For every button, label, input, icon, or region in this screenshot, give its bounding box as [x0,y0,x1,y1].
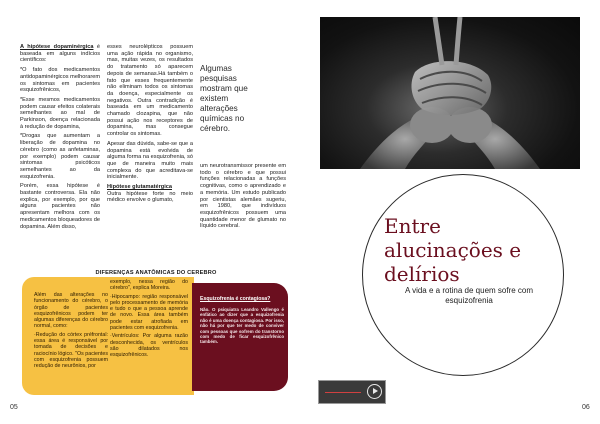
sidebar-column-2 [110,279,188,361]
subheading-dopaminergic: A hipótese dopaminérgica [20,44,94,50]
paragraph: exemplo, nessa região do cérebro", explica Moreira. [110,279,188,292]
article-column-3 [200,163,286,233]
photo-illustration [320,17,580,169]
sidebar-column-1 [34,292,108,372]
paragraph: Além das alterações no funcionamento do cérebro, o órgão de pacientes esquizofrênicos podem ter algumas diferenças do cérebro normal, como: [34,292,108,330]
paragraph: A hipótese dopaminérgica é baseada em alguns indícios científicos: [20,44,100,64]
article-headline: Entre alucinações e delírios [384,214,522,286]
pull-quote: Algumas pesquisas mostram que existem alterações químicas no cérebro. [200,64,248,133]
progress-line [325,392,361,393]
play-icon [373,388,378,394]
paragraph: ·Redução do córtex préfrontal: essa área é responsável por tomada de decisões e raciocínio lógico. "Os pacientes com esquizofrenia possuem redução de neurônios, por [34,331,108,370]
paragraph: Hipótese glutamatérgica Outra hipótese forte no meio médico envolve o glumato, [107,184,193,204]
bound-hands-rope-photo [320,17,580,169]
page-number: 05 [10,404,18,411]
play-button[interactable] [367,384,382,399]
page-number: 06 [582,404,590,411]
paragraph: *Esse mesmos medicamentos podem causar efeitos colaterais semelhantes ao mal de Parkinson, doença relacionada à redução de dopamina, [20,96,100,130]
paragraph: um neurotransmissor presente em todo o cérebro e que possui funções relacionadas a funções cognitivas, como o aprendizado e a memória. Um estudo publicado por cientistas alemães sugeriu, em 1980, que indivíduos esquizofrênicos possuem uma quantidade menor de glumato no líquido cerebral. [200,163,286,230]
article-column-2 [107,44,193,207]
paragraph: Apesar das dúvida, sabe-se que a dopamina está evolvida de alguma forma na esquizofrenia, só que de maneira muito mais complexa do que acreditava-se inicialmente. [107,140,193,181]
sidebar-box-title: DIFERENÇAS ANATÔMICAS DO CEREBRO [95,270,217,276]
maroon-box-title: Esquizofrenia é contagiosa? [200,296,271,302]
paragraph: *Drogas que aumentam a liberação de dopamina no cérebro (como as anfetaminas, por exemplo) podem causar sintomas psicóticos semelhantes ao da esquizofrenia. [20,133,100,180]
article-subheadline: A vida e a rotina de quem sofre com esquizofrenia [404,286,534,305]
paragraph: esses neurolépticos possuem uma ação rápida no organismo, mas, muitas vezes, os resultados do tratamento só aparecem depois de semanas.Há também o fato que esses frequentemente não eliminam todos os sintomas da doença, especialmente os negativos. Outra contradição é baseada em um medicamento chamado clozapina, que não possui ação nos receptores de dopamina, mas consegue controlar os sintomas. [107,44,193,138]
rope-top-strands [435,17,460,65]
paragraph: Porém, essa hipótese é bastante controversa. Ela não explica, por exemplo, por que alguns pacientes não apresentam melhora com os medicamentos bloqueadores de dopamina. Além disso, [20,183,100,230]
article-column-1 [20,44,100,233]
paragraph: ·Hipocampo: região responsável pelo processamento de memória e tudo o que a pessoa aprende de novo. Essa área também pode estar atrofiada em pacientes com esquizofrenia. [110,293,188,332]
subheading-glutamatergic: Hipótese glutamatérgica [107,184,172,191]
paragraph: ·Ventrículos: Por alguma razão desconhecida, os ventrículos são dilatados nos esquizofrênicos. [110,333,188,359]
media-player-widget[interactable] [318,380,386,404]
paragraph: *O fato dos medicamentos antidopaminérgicos melhorarem os sintomas em pacientes esquizofrênicos, [20,67,100,94]
maroon-box-text: Não. O psiquiatra Leandro Vallengo é enfático ao dizer que a esquizofrenia não é uma doença contagiosa. Por isso, não há por que ter medo de conviver com pessoas que sofrem do transtorno com medo de ficar esquizofrênico também. [200,307,284,345]
